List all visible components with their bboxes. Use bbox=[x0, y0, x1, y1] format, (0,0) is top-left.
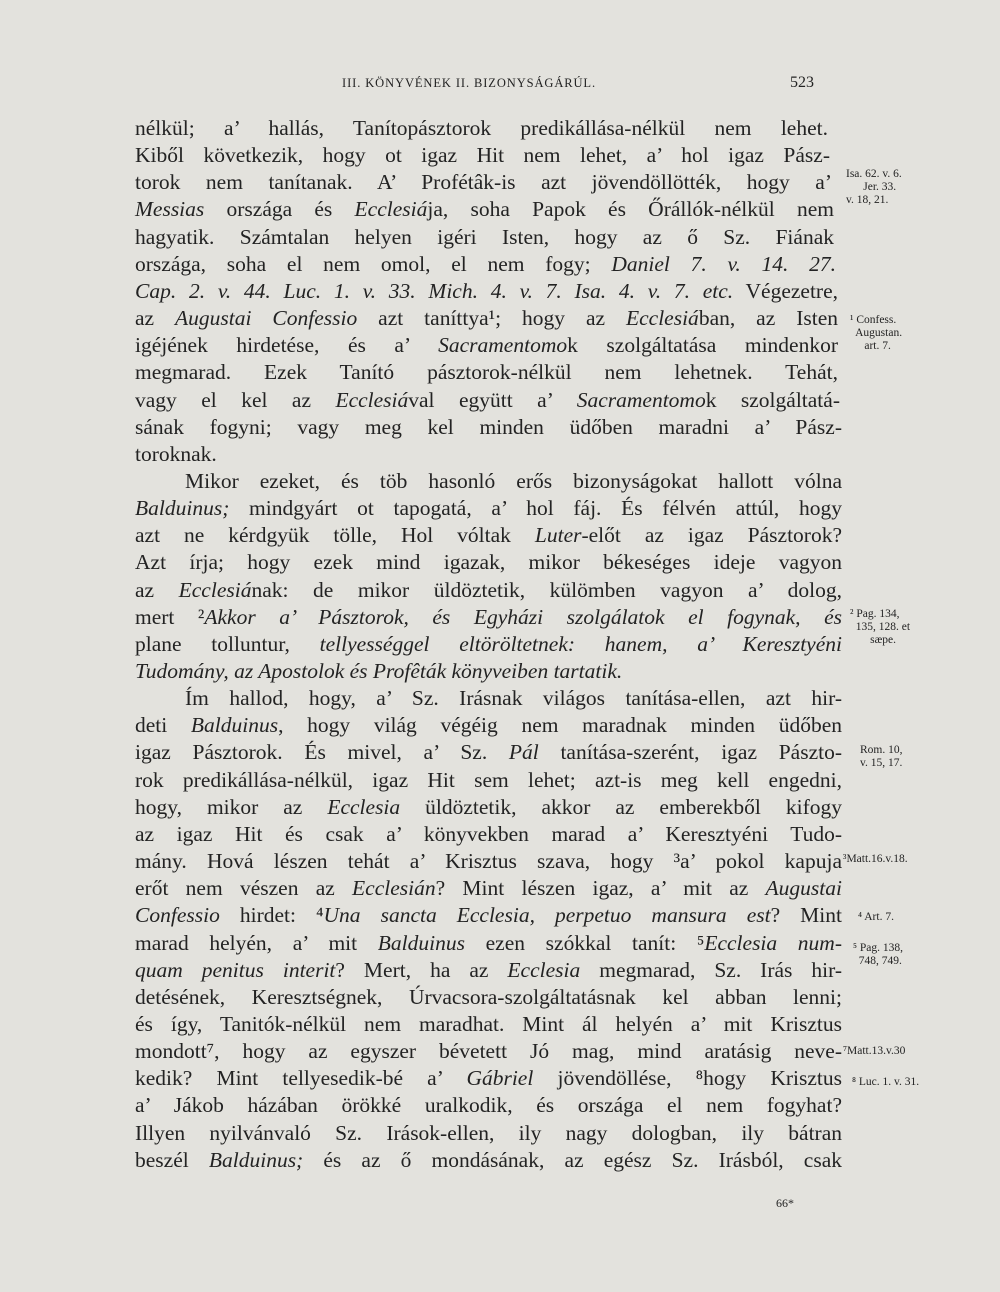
text-line: vagy el kel az Ecclesiával együtt a’ Sacramentomok szolgáltatá- bbox=[135, 388, 840, 412]
margin-note: ⁸ Luc. 1. v. 31. bbox=[852, 1076, 920, 1088]
text-line: plane tolluntur, tellyességgel eltöröltetnek: hanem, a’ Keresztyéni bbox=[135, 632, 842, 656]
text-line: hogy, mikor az Ecclesia üldöztetik, akkor az emberekből kifogy bbox=[135, 795, 842, 819]
text-line: Azt írja; hogy ezek mind igazak, mikor békeséges ideje vagyon bbox=[135, 550, 842, 574]
margin-note: Rom. 10, v. 15, 17. bbox=[860, 744, 903, 769]
text-line: Messias országa és Ecclesiája, soha Papok és Őrállók-nélkül nem bbox=[135, 197, 834, 221]
margin-note: Isa. 62. v. 6. Jer. 33. v. 18, 21. bbox=[846, 168, 902, 206]
text-line: igéjének hirdetése, és a’ Sacramentomok szolgáltatása mindenkor bbox=[135, 333, 838, 357]
text-line: toroknak. bbox=[135, 442, 217, 466]
text-line: az Ecclesiának: de mikor üldöztetik, külömben vagyon a’ dolog, bbox=[135, 578, 842, 602]
margin-note: ¹ Confess. Augustan. art. 7. bbox=[850, 314, 903, 352]
text-line: országa, soha el nem omol, el nem fogy; Daniel 7. v. 14. 27. bbox=[135, 252, 836, 276]
text-line: Illyen nyilvánvaló Sz. Irások-ellen, ily nagy dologban, ily bátran bbox=[135, 1121, 842, 1145]
margin-note: ⁴ Art. 7. bbox=[858, 911, 894, 923]
text-line: Balduinus; mindgyárt ot tapogatá, a’ hol fáj. És félvén attúl, hogy bbox=[135, 496, 842, 520]
text-line: erőt nem vészen az Ecclesián? Mint lészen igaz, a’ mit az Augustai bbox=[135, 876, 842, 900]
text-line: beszél Balduinus; és az ő mondásának, az egész Sz. Irásból, csak bbox=[135, 1148, 843, 1172]
text-line: Confessio hirdet: ⁴Una sancta Ecclesia, perpetuo mansura est? Mint bbox=[135, 903, 842, 927]
text-line: a’ Jákob házában örökké uralkodik, és országa el nem fogyhat? bbox=[135, 1093, 842, 1117]
text-line: mert ²Akkor a’ Pásztorok, és Egyházi szolgálatok el fogynak, és bbox=[135, 605, 842, 629]
text-line: torok nem tanítanak. A’ Profétâk-is azt jövendöllötték, hogy a’ bbox=[135, 170, 832, 194]
signature-mark: 66* bbox=[776, 1196, 794, 1210]
text-line: Mikor ezeket, és töb hasonló erős bizonyságokat hallott vólna bbox=[185, 469, 842, 493]
text-line: marad helyén, a’ mit Balduinus ezen szókkal tanít: ⁵Ecclesia num- bbox=[135, 931, 842, 955]
text-line: Ím hallod, hogy, a’ Sz. Irásnak világos tanítása-ellen, azt hir- bbox=[185, 686, 842, 710]
text-line: sának fogyni; vagy meg kel minden üdőben maradni a’ Pász- bbox=[135, 415, 842, 439]
text-line: kedik? Mint tellyesedik-bé a’ Gábriel jövendöllése, ⁸hogy Krisztus bbox=[135, 1066, 842, 1090]
text-line: Tudomány, az Apostolok és Profêták könyveiben tartatik. bbox=[135, 659, 623, 683]
text-line: Kiből következik, hogy ot igaz Hit nem lehet, a’ hol igaz Pász- bbox=[135, 143, 830, 167]
text-line: igaz Pásztorok. És mivel, a’ Sz. Pál tanítása-szerént, igaz Pászto- bbox=[135, 740, 842, 764]
text-line: és így, Tanitók-nélkül nem maradhat. Mint ál helyén a’ mit Krisztus bbox=[135, 1012, 842, 1036]
text-line: quam penitus interit? Mert, ha az Ecclesia megmarad, Sz. Irás hir- bbox=[135, 958, 843, 982]
text-line: mondott⁷, hogy az egyszer bévetett Jó mag, mind aratásig neve- bbox=[135, 1039, 842, 1063]
text-line: mány. Hová lészen tehát a’ Krisztus szava, hogy ³a’ pokol kapuja bbox=[135, 849, 842, 873]
text-line: megmarad. Ezek Tanító pásztorok-nélkül nem lehetnek. Tehát, bbox=[135, 360, 838, 384]
margin-note: ³Matt.16.v.18. bbox=[843, 853, 908, 865]
margin-note: ⁷Matt.13.v.30 bbox=[843, 1045, 906, 1057]
text-line: detésének, Keresztségnek, Úrvacsora-szolgáltatásnak kel abban lenni; bbox=[135, 985, 842, 1009]
text-line: az Augustai Confessio azt taníttya¹; hogy az Ecclesiában, az Isten bbox=[135, 306, 838, 330]
text-line: az igaz Hit és csak a’ könyvekben marad a’ Keresztyéni Tudo- bbox=[135, 822, 842, 846]
text-line: hagyatik. Számtalan helyen igéri Isten, hogy az ő Sz. Fiának bbox=[135, 225, 834, 249]
text-line: Cap. 2. v. 44. Luc. 1. v. 33. Mich. 4. v. 7. Isa. 4. v. 7. etc. Végezetre, bbox=[135, 279, 838, 303]
text-line: rok predikállása-nélkül, igaz Hit sem lehet; azt-is meg kell engedni, bbox=[135, 768, 842, 792]
page-number: 523 bbox=[790, 74, 814, 91]
text-line: nélkül; a’ hallás, Tanítopásztorok predikállása-nélkül nem lehet. bbox=[135, 116, 828, 140]
page-header bbox=[0, 74, 1000, 98]
text-line: deti Balduinus, hogy világ végéig nem maradnak minden üdőben bbox=[135, 713, 842, 737]
margin-note: ⁵ Pag. 138, 748, 749. bbox=[853, 942, 904, 967]
margin-note: ² Pag. 134, 135, 128. et sæpe. bbox=[850, 608, 911, 646]
text-line: azt ne kérdgyük tölle, Hol vóltak Luter-előt az igaz Pásztorok? bbox=[135, 523, 842, 547]
running-head: III. KÖNYVÉNEK II. BIZONYSÁGÁRÚL. bbox=[342, 76, 596, 90]
